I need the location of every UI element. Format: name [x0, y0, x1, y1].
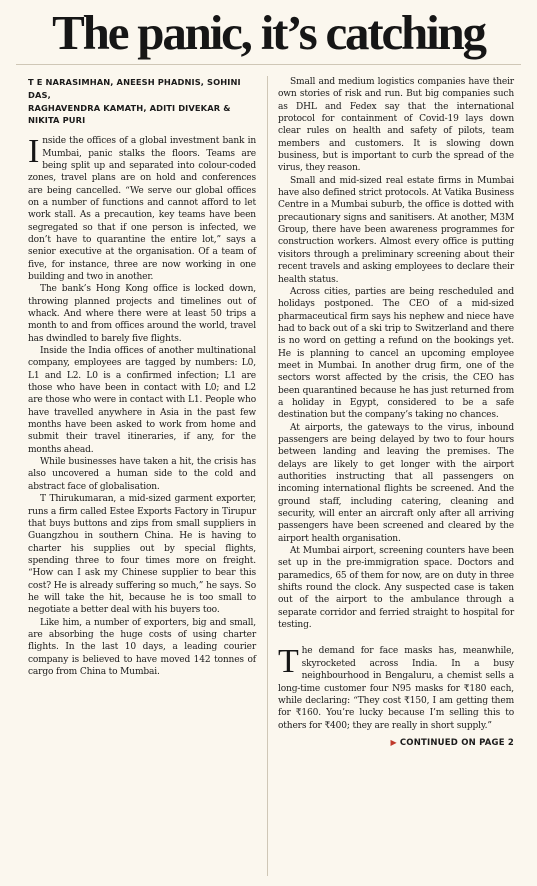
- section-gap: [278, 631, 514, 645]
- continued-label: CONTINUED ON PAGE 2: [399, 737, 514, 748]
- byline: [28, 76, 256, 127]
- paragraph: T Thirukumaran, a mid-sized garment exporter, runs a firm called Estee Exports Factory in Tirupur that buys buttons and zips from small suppliers in Guangzhou in southern China. He is having to charter his supplies out by special flights, spending three to four times more on freight. “How can I ask my Chinese supplier to bear this cost? He is already suffering so much,” he says. So he will take the hit, because he is too small to negotiate a better deal with his buyers too.: [28, 494, 256, 616]
- paragraph: Inside the India offices of another multinational company, employees are tagged by numbers: L0, L1 and L2. L0 is a confirmed infection; L1 are those who have been in contact with L0; and L2 are those who were in contact with L1. People who have travelled anywhere in Asia in the past few months have been asked to work from home and submit their travel itineraries, if any, for the months ahead.: [28, 346, 256, 455]
- right-column: [278, 76, 514, 748]
- paragraph: Like him, a number of exporters, big and small, are absorbing the huge costs of using charter flights. In the last 10 days, a leading courier company is believed to have moved 142 tonnes of cargo from China to Mumbai.: [28, 617, 256, 677]
- paragraph: While businesses have taken a hit, the crisis has also uncovered a human side to the cold and abstract face of globalisation.: [28, 457, 256, 492]
- paragraph: At airports, the gateways to the virus, inbound passengers are being delayed by two to four hours between landing and leaving the premises. The delays are likely to get longer with the airport authorities instructing that all passengers on incoming international flights be screened. And the ground staff, including catering, cleaning and security, will enter an aircraft only after all arriving passengers have been screened and cleared by the airport health organisation.: [278, 422, 514, 544]
- drop-cap: I: [28, 133, 40, 171]
- column-divider: [267, 76, 268, 876]
- paragraph: [278, 645, 514, 731]
- drop-cap: T: [278, 643, 299, 681]
- paragraph-text: nside the offices of a global investment bank in Mumbai, panic stalks the floors. Teams are being split up and separated into colour-coded zones, travel plans are on hold and conferences are being cancelled. “We serve our global offices on a number of functions and cannot afford to let work stall. As a precaution, key teams have been segregated so that if one person is infected, we don’t have to quarantine the entire lot,” says a senior executive at the organisation. Of a team of five, for instance, three are now working in one building and two in another.: [28, 136, 256, 282]
- paragraph: [28, 135, 256, 283]
- continued-link[interactable]: [278, 738, 514, 748]
- paragraph: The bank’s Hong Kong office is locked down, throwing planned projects and timelines out of whack. And where there were at least 50 trips a month to and from offices around the world, travel has dwindled to barely five flights.: [28, 284, 256, 344]
- byline-line: RAGHAVENDRA KAMATH, ADITI DIVEKAR & NIKITA PURI: [28, 102, 231, 126]
- paragraph: Across cities, parties are being rescheduled and holidays postponed. The CEO of a mid-sized pharmaceutical firm says his nephew and niece have had to back out of a ski trip to Switzerland and there is no word on getting a refund on the bookings yet. He is planning to cancel an upcoming employee meet in Mumbai. In another drug firm, one of the sectors worst affected by the crisis, the CEO has been quarantined because he has just returned from a holiday in Egypt, considered to be a safe destination but the company’s taking no chances.: [278, 286, 514, 421]
- headline: The panic, it’s catching: [52, 5, 485, 60]
- paragraph: Small and mid-sized real estate firms in Mumbai have also defined strict protocols. At Vatika Business Centre in a Mumbai suburb, the office is dotted with precautionary signs and sanitisers. At another, M3M Group, there have been awareness programmes for construction workers. Almost every office is putting visitors through a preliminary screening about their recent travels and asking employees to declare their health status.: [278, 175, 514, 285]
- paragraph-text: he demand for face masks has, meanwhile, skyrocketed across India. In a busy neighbourhood in Bengaluru, a chemist sells a long-time customer four N95 masks for ₹180 each, while declaring: “They cost ₹150, I am getting them for ₹160. You’re lucky because I’m selling this to others for ₹400; they are really in short supply.”: [278, 646, 514, 731]
- play-arrow-icon: ▶: [390, 737, 397, 747]
- paragraph: Small and medium logistics companies have their own stories of risk and run. But big companies such as DHL and Fedex say that the international protocol for containment of Covid-19 lays down clear rules on health and safety of pilots, team members and customers. It is slowing down business, but is important to curb the spread of the virus, they reason.: [278, 77, 514, 174]
- left-column: [28, 76, 256, 678]
- headline-rule: [16, 64, 521, 65]
- paragraph: At Mumbai airport, screening counters have been set up in the pre-immigration space. Doctors and paramedics, 65 of them for now, are on duty in three shifts round the clock. Any suspected case is taken out of the airport to the ambulance through a separate corridor and ferried straight to hospital for testing.: [278, 546, 514, 631]
- byline-line: T E NARASIMHAN, ANEESH PHADNIS, SOHINI DAS,: [28, 77, 241, 100]
